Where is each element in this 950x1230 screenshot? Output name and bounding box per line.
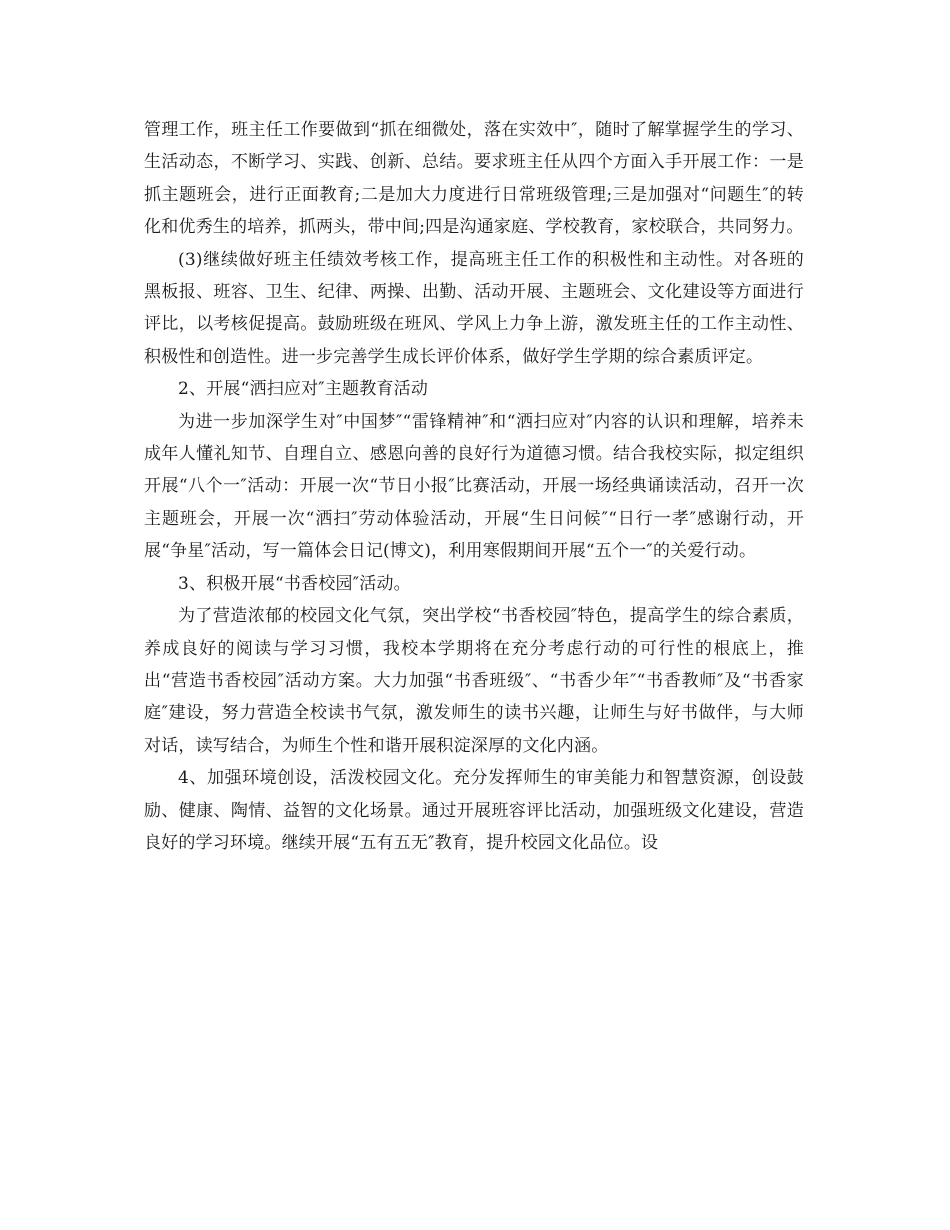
paragraph-scholarly-campus: 为了营造浓郁的校园文化气氛，突出学校“书香校园″特色，提高学生的综合素质，养成良好的阅读与学习习惯，我校本学期将在充分考虑行动的可行性的根底上，推出“营造书香校园″活动方案。大力加强“书香班级″、“书香少年″“书香教师″及“书香家庭″建设，努力营造全校读书气氛，激发师生的读书兴趣，让师生与好书做伴，与大师对话，读写结合，为师生个性和谐开展积淀深厚的文化内涵。 — [144, 606, 804, 756]
section-heading-3: 3、积极开展“书香校园″活动。 — [178, 573, 411, 594]
paragraph-class-teacher-management: 管理工作，班主任工作要做到“抓在细微处，落在实效中″，随时了解掌握学生的学习、生活动态，不断学习、实践、创新、总结。要求班主任从四个方面入手开展工作：一是抓主题班会，进行正面教育;二是加大力度进行日常班级管理;三是加强对“问题生″的转化和优秀生的培养，抓两头，带中间;四是沟通家庭、学校教育，家校联合，共同努力。 — [144, 120, 804, 238]
document-page — [144, 114, 804, 859]
paragraph-environment-culture: 4、加强环境创设，活泼校园文化。充分发挥师生的审美能力和智慧资源，创设鼓励、健康、陶情、益智的文化场景。通过开展班容评比活动，加强班级文化建设，营造良好的学习环境。继续开展“五有五无″教育，提升校园文化品位。设 — [144, 768, 804, 853]
paragraph-performance-assessment: (3)继续做好班主任绩效考核工作，提高班主任工作的积极性和主动性。对各班的黑板报、班容、卫生、纪律、两操、出勤、活动开展、主题班会、文化建设等方面进行评比，以考核促提高。鼓励班级在班风、学风上力争上游，激发班主任的工作主动性、积极性和创造性。进一步完善学生成长评价体系，做好学生学期的综合素质评定。 — [144, 249, 804, 367]
paragraph-eight-ones-activity: 为进一步加深学生对″中国梦″“雷锋精神″和“洒扫应对″内容的认识和理解，培养未成年人懂礼知节、自理自立、感恩向善的良好行为道德习惯。结合我校实际，拟定组织开展“八个一″活动：开展一次“节日小报″比赛活动，开展一场经典诵读活动，召开一次主题班会，开展一次“洒扫″劳动体验活动，开展“生日问候″“日行一孝″感谢行动，开展“争星″活动，写一篇体会日记(博文)，利用寒假期间开展“五个一″的关爱行动。 — [144, 411, 804, 562]
section-heading-2: 2、开展“洒扫应对″主题教育活动 — [178, 379, 429, 400]
